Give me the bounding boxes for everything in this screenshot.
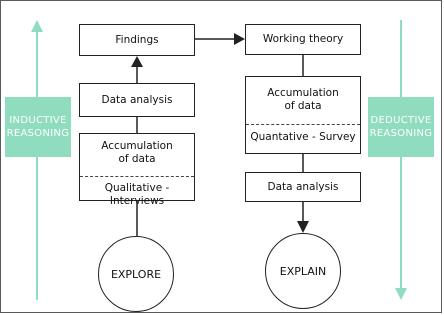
deductive-arrow-head — [395, 288, 407, 300]
accumulation-label-left — [80, 140, 194, 166]
accumulation-line1-right: Accumulation — [267, 87, 339, 99]
accumulation-line2-right: of data — [284, 100, 322, 112]
accumulation-label-right — [246, 87, 360, 113]
findings-arrow-head — [131, 56, 143, 67]
accumulation-box-right — [245, 76, 361, 154]
accumulation-line1-left: Accumulation — [101, 140, 173, 152]
method-label-right: Quantative - Survey — [250, 131, 356, 143]
explain-label: EXPLAIN — [279, 264, 327, 278]
explain-circle — [265, 233, 341, 309]
data-analysis-label-right: Data analysis — [267, 180, 339, 193]
explore-circle — [98, 236, 174, 312]
accumulation-line2-left: of data — [118, 153, 156, 165]
inductive-band-line1: INDUCTIVE — [9, 115, 67, 126]
inductive-band-line2: REASONING — [6, 128, 70, 139]
inductive-arrow-head — [31, 20, 43, 32]
inductive-reasoning-band — [5, 97, 71, 157]
working-theory-label: Working theory — [262, 33, 344, 45]
data-analysis-box-left — [79, 83, 195, 117]
findings-label: Findings — [115, 33, 159, 46]
deductive-band-line1: DEDUCTIVE — [370, 115, 432, 126]
dashed-divider-right — [246, 124, 360, 125]
theory-arrow-head — [234, 33, 245, 45]
deductive-reasoning-band — [368, 97, 434, 157]
working-theory-box — [245, 24, 361, 55]
data-analysis-box-right — [245, 172, 361, 202]
dashed-divider-left — [80, 176, 194, 177]
explain-arrow-head — [297, 221, 309, 233]
explore-label: EXPLORE — [110, 267, 162, 281]
data-analysis-label-left: Data analysis — [101, 93, 173, 106]
deductive-band-line2: REASONING — [369, 128, 433, 139]
accumulation-box-left — [79, 133, 195, 207]
method-label-left: Qualitative - Interviews — [104, 182, 170, 207]
findings-box — [79, 24, 195, 56]
